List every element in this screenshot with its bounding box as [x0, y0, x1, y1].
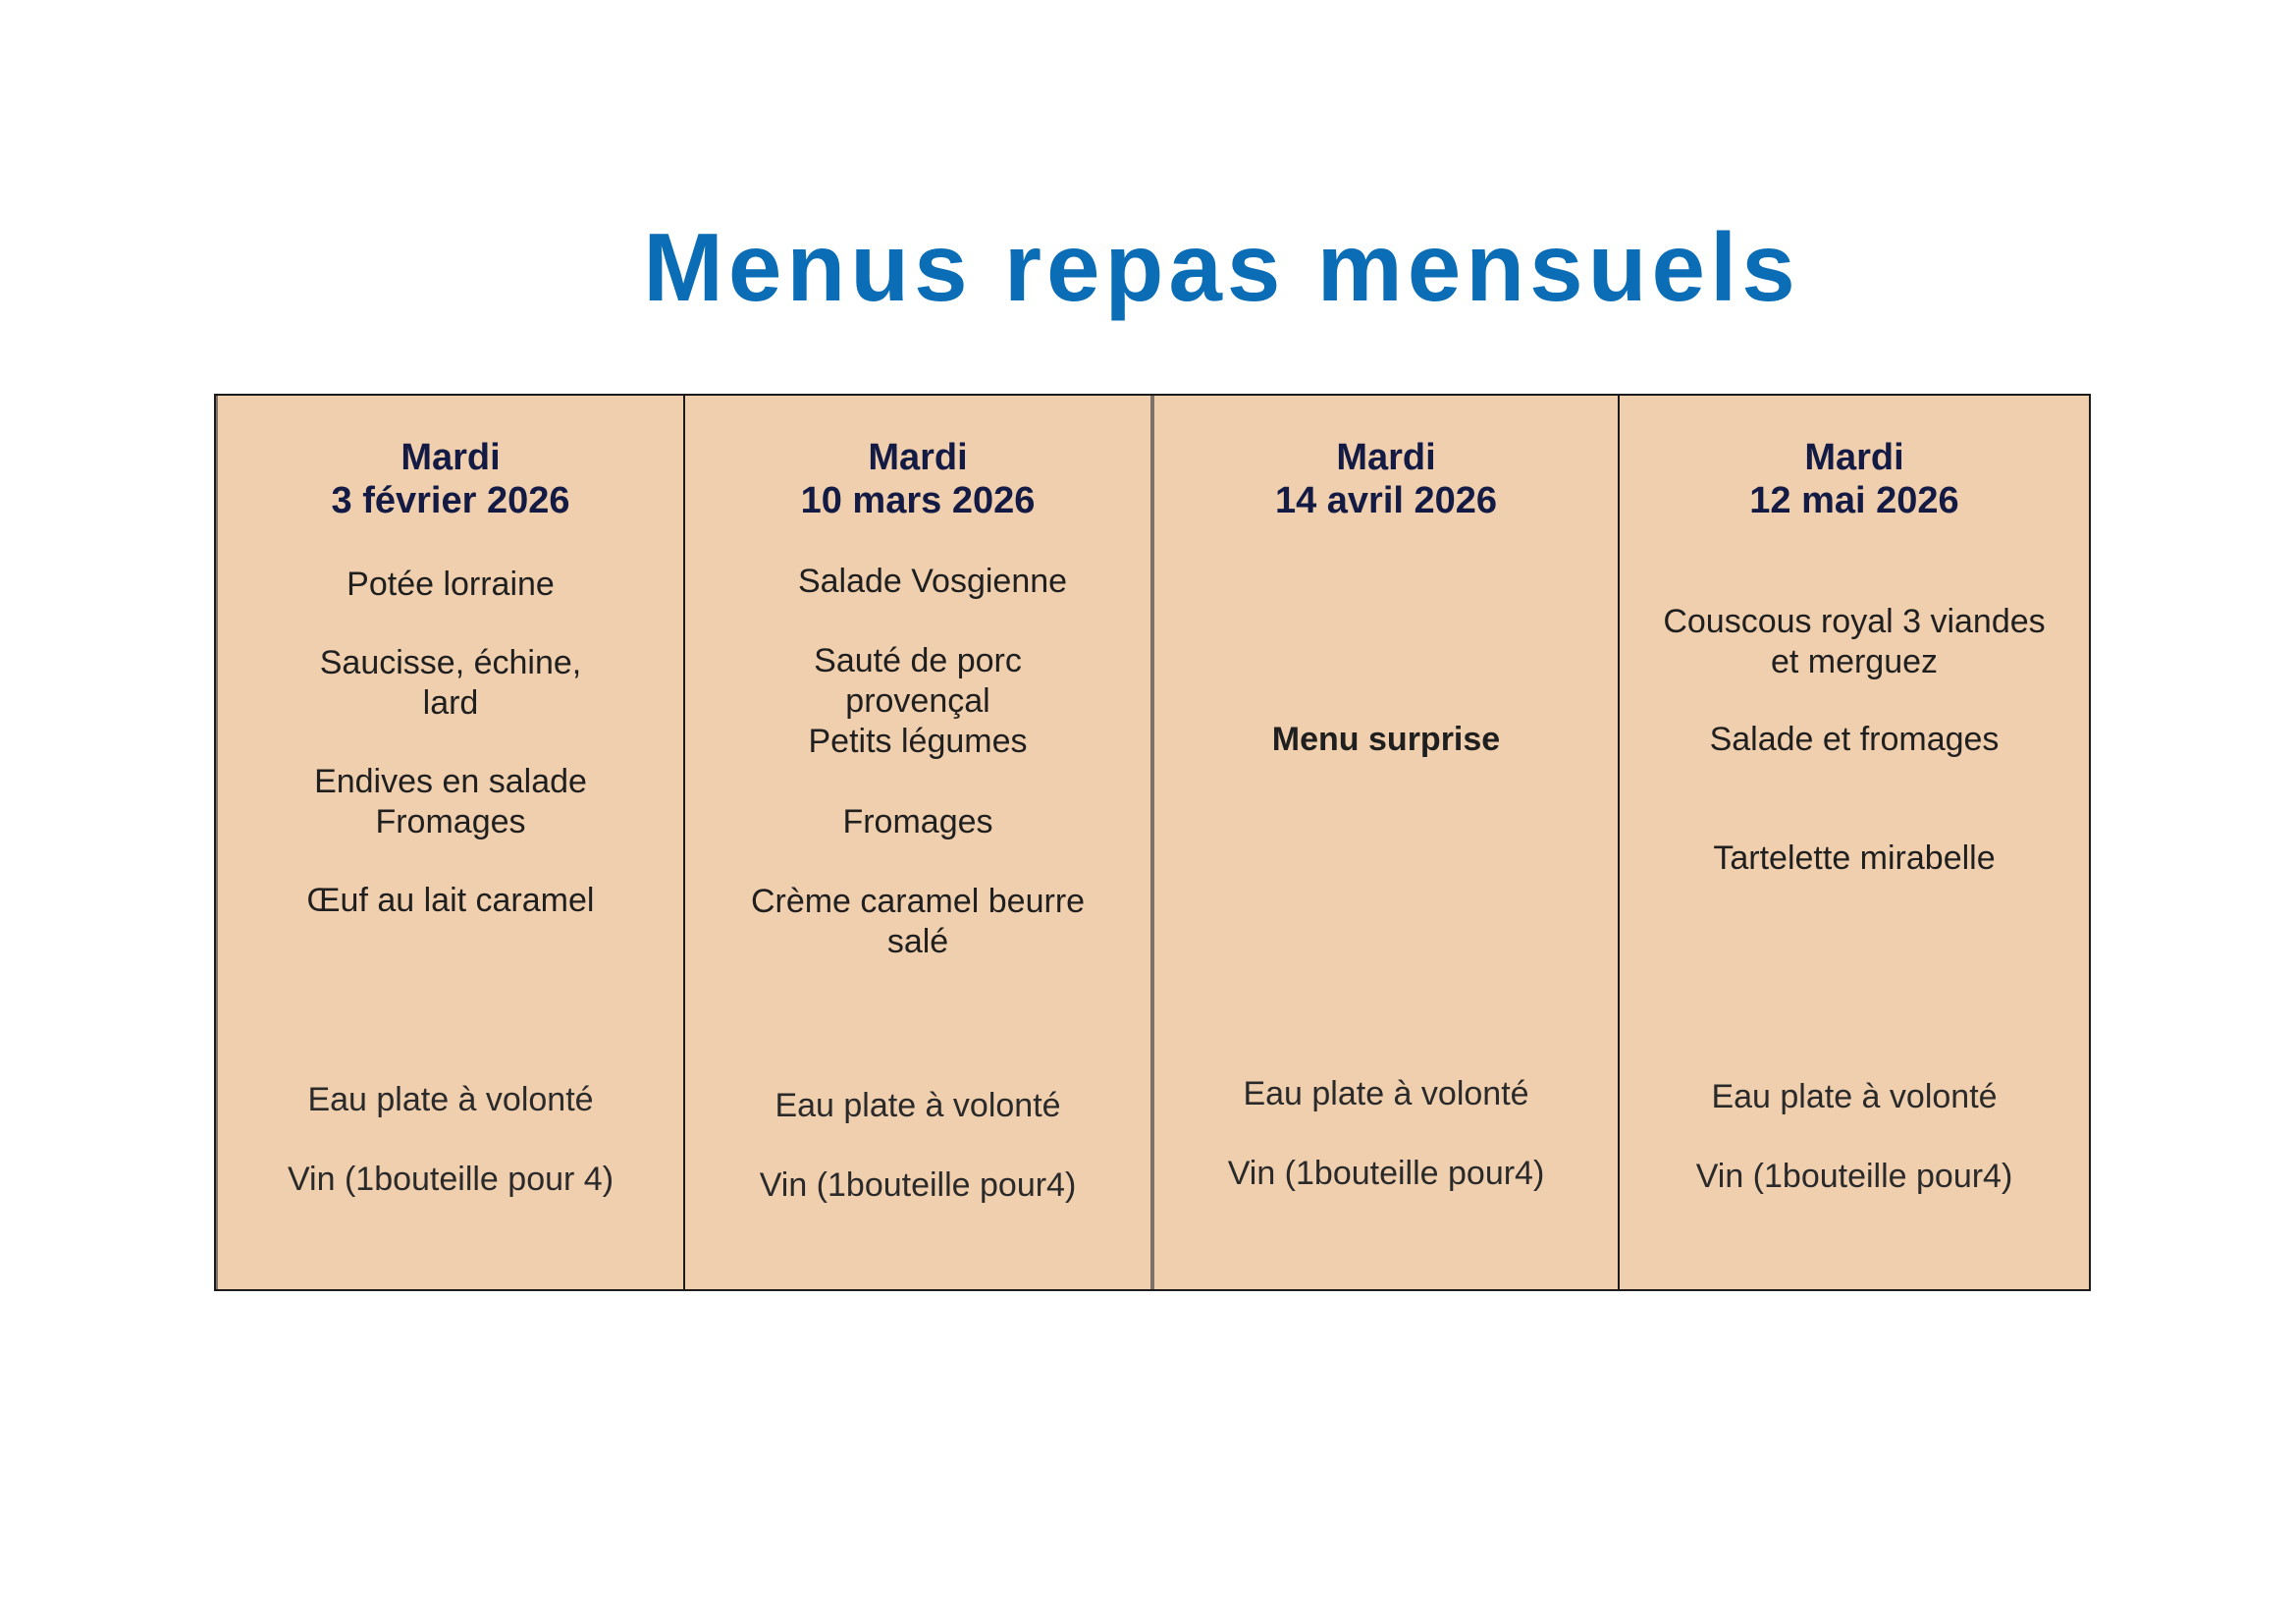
menu-date: 12 mai 2026: [1749, 480, 1959, 521]
menu-day: Mardi: [868, 437, 968, 478]
menu-date: 14 avril 2026: [1274, 480, 1498, 521]
menu-dish: Œuf au lait caramel: [306, 882, 595, 919]
menu-column-february: [216, 396, 683, 1289]
menu-drink: Eau plate à volonté: [1711, 1078, 1998, 1115]
menu-day: Mardi: [1804, 437, 1904, 478]
menu-dish: Salade Vosgienne: [797, 563, 1068, 600]
menu-table: [214, 394, 2091, 1291]
menu-dish: Salade et fromages: [1709, 721, 2000, 758]
page-title: Menus repas mensuels: [643, 213, 1800, 321]
menu-date: 3 février 2026: [331, 480, 570, 521]
menu-drink: Vin (1bouteille pour4): [759, 1166, 1077, 1204]
menu-dish: Menu surprise: [1271, 721, 1501, 758]
menu-date: 10 mars 2026: [800, 480, 1036, 521]
menu-day: Mardi: [400, 437, 501, 478]
menu-dish: Sauté de porc provençal Petits légumes: [808, 642, 1028, 760]
menu-drink: Eau plate à volonté: [307, 1081, 594, 1118]
menu-dish: Tartelette mirabelle: [1713, 839, 1996, 877]
menu-drink: Eau plate à volonté: [1243, 1075, 1529, 1112]
menu-dish: Potée lorraine: [347, 566, 555, 603]
menu-drink: Vin (1bouteille pour4): [1227, 1155, 1545, 1192]
menu-dish: Crème caramel beurre salé: [750, 883, 1086, 960]
menu-dish: Saucisse, échine, lard: [319, 644, 582, 722]
menu-column-march: [683, 396, 1150, 1289]
menu-column-may: [1618, 396, 2089, 1289]
menu-column-april: [1150, 396, 1618, 1289]
menu-day: Mardi: [1336, 437, 1436, 478]
menu-dish: Couscous royal 3 viandes et merguez: [1663, 603, 2046, 680]
menu-dish: Fromages: [842, 803, 993, 840]
menu-drink: Eau plate à volonté: [774, 1087, 1061, 1124]
menu-drink: Vin (1bouteille pour4): [1695, 1158, 2013, 1195]
menu-drink: Vin (1bouteille pour 4): [287, 1161, 614, 1198]
menu-dish: Endives en salade Fromages: [314, 763, 587, 840]
